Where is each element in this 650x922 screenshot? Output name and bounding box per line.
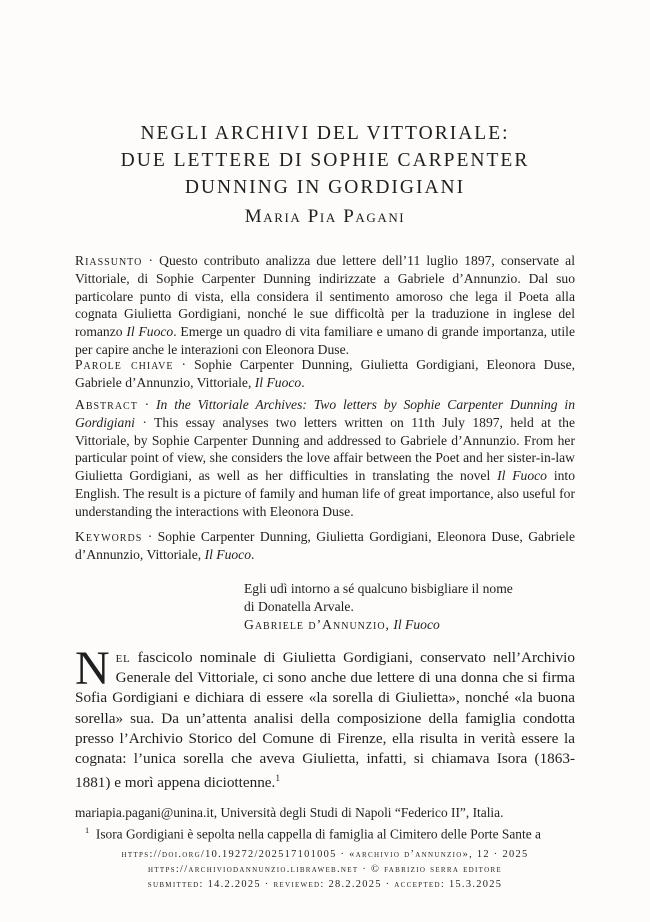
parole-chiave-label: Parole chiave [75, 357, 174, 372]
info-line-3: submitted: 14.2.2025 · reviewed: 28.2.2025 · accepted: 15.3.2025 [147, 879, 503, 890]
abstract-text-2: into English. The result is a picture of family and human life of great importance, also useful for understanding the interactions with Eleonora Duse. [75, 468, 575, 519]
keywords-separator: · [142, 529, 158, 544]
epigraph-line-1: Egli udì intorno a sé qualcuno bisbigliare il nome [244, 581, 513, 596]
abstract-separator-2: · [134, 414, 155, 430]
abstract-title: In the Vittoriale Archives: Two letters by Sophie Carpenter Dunning in Gordigiani [75, 397, 575, 430]
parole-chiave-paragraph [75, 356, 575, 392]
abstract-text-1: This essay analyses two letters written on 11th July 1897, held at the Vittoriale, by Sophie Carpenter Dunning and addressed to Gabriele d’Annunzio. From her particular point of view, she considers the love affair between the Poet and her sister-in-law Giulietta Gordigiani, as well as her difficulties in translating the novel [75, 414, 575, 484]
footnote-1 [75, 822, 575, 842]
footnote-1-number: 1 [85, 826, 90, 835]
keywords-end: . [251, 546, 255, 562]
abstract-separator: · [137, 397, 157, 412]
riassunto-text-2: . Emerge un quadro di vita familiare e umano di grande importanza, utile per capire anche le interazioni con Eleonora Duse. [75, 324, 575, 357]
epigraph-source-title: Il Fuoco [393, 616, 440, 632]
epigraph-source: Gabriele d’Annunzio, [244, 616, 390, 632]
keywords-italic: Il Fuoco [204, 546, 251, 562]
abstract-paragraph [75, 396, 575, 521]
parole-chiave-italic: Il Fuoco [254, 374, 302, 390]
body-text: fascicolo nominale di Giulietta Gordigiani, conservato nell’Archivio Generale del Vittoriale, ci sono anche due lettere di una donna che si firma Sofia Gordigiani e dichiara di essere «la sorella di Giulietta», nonché «la buona sorella» sua. Da un’attenta analisi della composizione della famiglia condotta presso l’Archivio Storico del Comune di Firenze, ella risulta in verità essere la cognata: l’unica sorella che aveva Giulietta, infatti, si chiamava Isora (1863-1881) e morì appena diciottenne. [75, 649, 575, 792]
body-paragraph [75, 642, 575, 793]
body-smallcaps: el [115, 649, 131, 666]
abstract-italic: Il Fuoco [497, 468, 547, 484]
title-line-2: DUE LETTERE DI SOPHIE CARPENTER [120, 150, 530, 171]
keywords-text: Sophie Carpenter Dunning, Giulietta Gordigiani, Eleonora Duse, Gabriele d’Annunzio, Vittoriale, [75, 529, 575, 562]
parole-end: . [301, 374, 305, 390]
parole-chiave-text: Sophie Carpenter Dunning, Giulietta Gordigiani, Eleonora Duse, Gabriele d’Annunzio, Vittoriale, [75, 357, 575, 390]
riassunto-separator: · [142, 253, 160, 268]
title-line-3: DUNNING IN GORDIGIANI [184, 177, 466, 198]
footnote-1-text: Isora Gordigiani è sepolta nella cappella di famiglia al Cimitero delle Porte Sante a [95, 826, 541, 842]
epigraph-line-2: di Donatella Arvale. [244, 598, 354, 614]
affiliation: mariapia.pagani@unina.it, Università degli Studi di Napoli “Federico II”, Italia. [75, 805, 504, 820]
abstract-label: Abstract [75, 397, 138, 412]
footnote-reference[interactable]: 1 [275, 774, 281, 785]
info-line-2: https://archiviodannunzio.libraweb.net · © fabrizio serra editore [147, 864, 503, 875]
drop-cap: N [75, 642, 110, 695]
riassunto-italic: Il Fuoco [126, 324, 174, 340]
riassunto-paragraph [75, 252, 575, 359]
parole-separator: · [173, 357, 195, 372]
keywords-paragraph [75, 528, 575, 564]
riassunto-text-1: Questo contributo analizza due lettere dell’11 luglio 1897, conservate al Vittoriale, di Sophie Carpenter Dunning indirizzate a Gabriele d’Annunzio. Dal suo particolare punto di vista, ella considera il sentimento amoroso che lega il Poeta alla cognata Giulietta Gordigiani, nonché le sue difficoltà per la traduzione in inglese del romanzo [75, 253, 575, 340]
author: Maria Pia Pagani [244, 206, 406, 227]
epigraph [244, 580, 584, 633]
riassunto-label: Riassunto [75, 253, 143, 268]
title-line-1: NEGLI ARCHIVI DEL VITTORIALE: [140, 123, 510, 144]
info-line-1: https://doi.org/10.19272/202517101005 · «archivio d’annunzio», 12 · 2025 [121, 849, 529, 860]
keywords-label: Keywords [75, 529, 143, 544]
